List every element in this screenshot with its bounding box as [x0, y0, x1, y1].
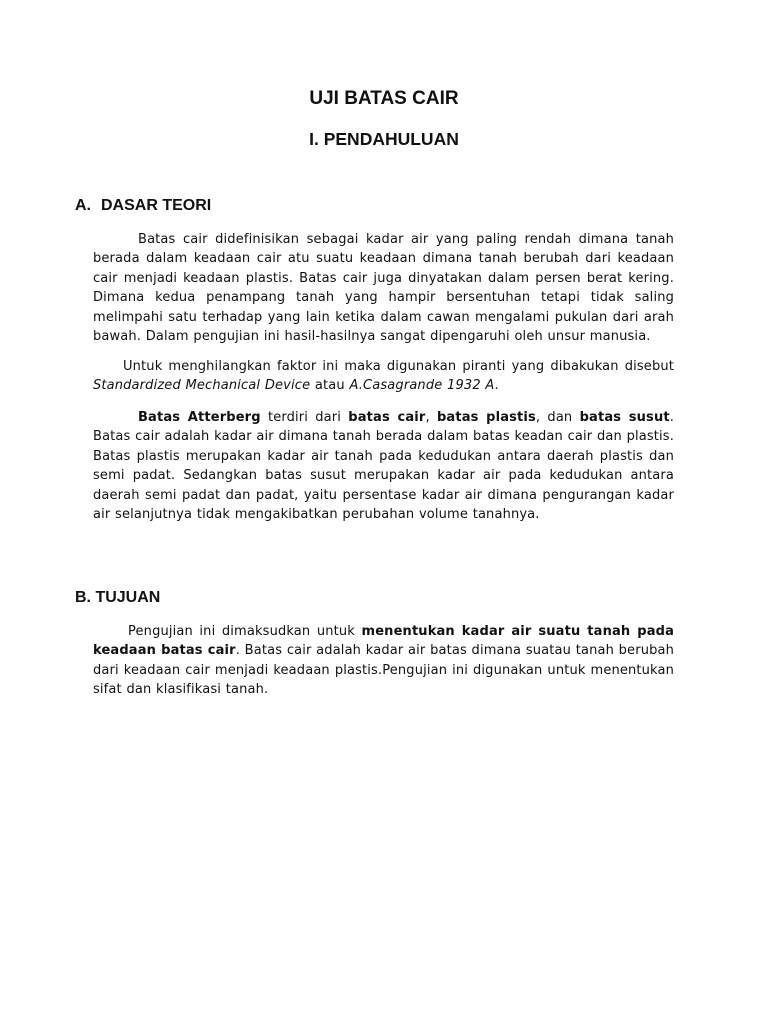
- paragraph-definition: Batas cair didefinisikan sebagai kadar air yang paling rendah dimana tanah berada dalam keadaan cair atu suatu keadaan dimana tanah berubah dari keadaan cair menjadi keadaan plastis. Batas cair juga dinyatakan dalam persen berat kering. Dimana kedua penampang tanah yang hampir bersentuhan tetapi tidak saling melimpahi satu terhadap yang lain ketika dalam cawan mengalami pukulan dari arah bawah. Dalam pengujian ini hasil-hasilnya sangat dipengaruhi oleh unsur manusia.: [93, 232, 674, 345]
- atterberg-text-4: . Batas cair adalah kadar air dimana tanah berada dalam batas keadan cair dan plastis. Batas plastis merupakan kadar air tanah pada kedudukan antara daerah plastis dan semi padat. Sedangkan batas susut merupakan kadar air pada kedudukan antara daerah semi padat dan padat, yaitu persentase kadar air dimana pengurangan kadar air selanjutnya tidak mengakibatkan perubahan volume tanahnya.: [93, 410, 675, 523]
- term-batas-cair: batas cair: [348, 410, 426, 425]
- atterberg-text-1: terdiri dari: [260, 410, 349, 425]
- purpose-text: Pengujian ini dimaksudkan untuk: [128, 624, 362, 639]
- device-text: Untuk menghilangkan faktor ini maka digunakan piranti yang dibakukan disebut: [123, 359, 674, 374]
- purpose-text-after: . Batas cair adalah kadar air batas dimana suatau tanah berubah dari keadaan cair menjadi keadaan plastis.Pengujian ini digunakan untuk menentukan sifat dan klasifikasi tanah.: [93, 643, 674, 698]
- section-b-heading: [75, 589, 160, 607]
- paragraph-device: [93, 357, 674, 396]
- device-text-mid: atau: [310, 378, 350, 394]
- paragraph-purpose: [93, 622, 674, 700]
- atterberg-text-3: , dan: [535, 410, 580, 425]
- device-name: Standardized Mechanical Device: [93, 378, 311, 394]
- paragraph-atterberg: [93, 408, 674, 524]
- device-text-end: .: [494, 378, 499, 394]
- section-a-heading: [75, 197, 211, 215]
- section-a-title: DASAR TEORI: [101, 197, 212, 214]
- purpose-emphasis: menentukan kadar air suatu tanah pada keadaan batas cair: [93, 624, 675, 659]
- section-a-number: A.: [75, 197, 91, 214]
- term-batas-susut: batas susut: [579, 410, 670, 425]
- section-b-title: TUJUAN: [95, 589, 161, 606]
- casagrande-name: A.Casagrande 1932 A: [349, 378, 495, 394]
- term-batas-plastis: batas plastis: [436, 410, 536, 425]
- atterberg-text-2: ,: [425, 410, 437, 425]
- chapter-title: I. PENDAHULUAN: [309, 129, 459, 149]
- document-title: UJI BATAS CAIR: [309, 88, 459, 109]
- section-b-number: B.: [75, 589, 91, 606]
- term-atterberg: Batas Atterberg: [138, 410, 261, 425]
